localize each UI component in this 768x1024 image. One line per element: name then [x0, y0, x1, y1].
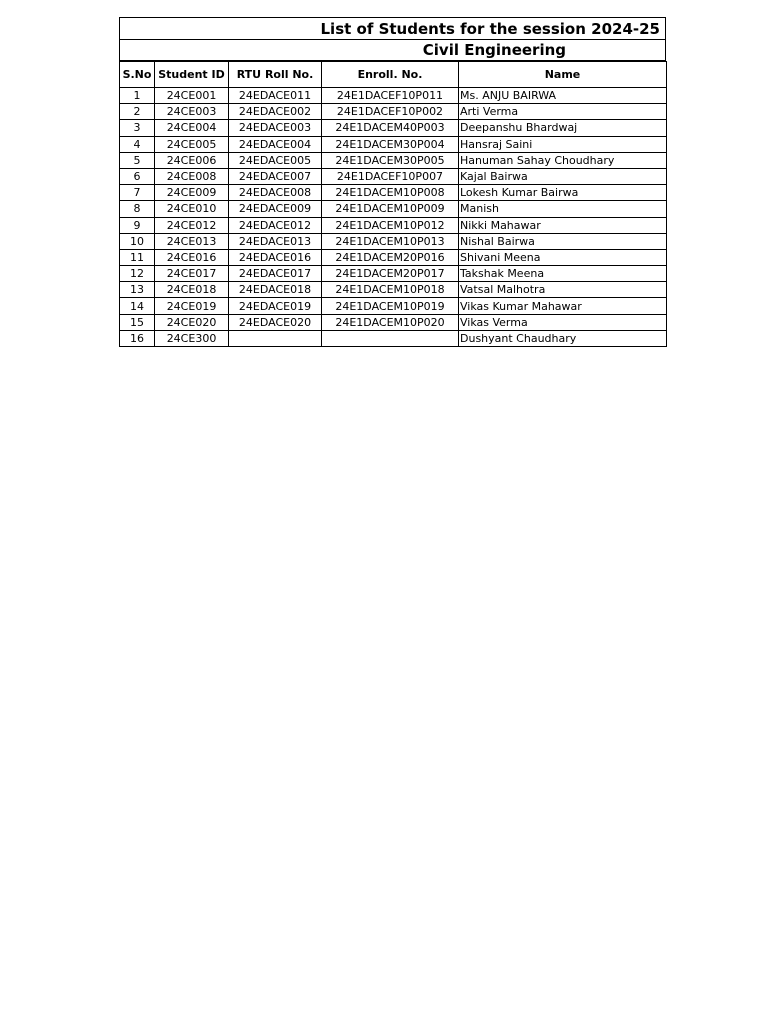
cell-name: Deepanshu Bhardwaj — [459, 120, 667, 136]
cell-student-id: 24CE001 — [155, 88, 229, 104]
cell-name: Manish — [459, 201, 667, 217]
cell-name: Hansraj Saini — [459, 136, 667, 152]
table-header-row — [120, 62, 667, 88]
cell-enroll-no: 24E1DACEM10P008 — [322, 185, 459, 201]
table-row — [120, 168, 667, 184]
cell-student-id: 24CE010 — [155, 201, 229, 217]
table-row — [120, 120, 667, 136]
cell-student-id: 24CE013 — [155, 233, 229, 249]
cell-sno: 5 — [120, 152, 155, 168]
cell-student-id: 24CE019 — [155, 298, 229, 314]
student-list-sheet — [119, 17, 666, 347]
cell-name: Takshak Meena — [459, 266, 667, 282]
cell-enroll-no — [322, 330, 459, 346]
cell-enroll-no: 24E1DACEM10P018 — [322, 282, 459, 298]
table-row — [120, 249, 667, 265]
cell-sno: 4 — [120, 136, 155, 152]
cell-student-id: 24CE004 — [155, 120, 229, 136]
cell-rtu-roll-no: 24EDACE018 — [229, 282, 322, 298]
cell-name: Hanuman Sahay Choudhary — [459, 152, 667, 168]
table-row — [120, 88, 667, 104]
cell-name: Vatsal Malhotra — [459, 282, 667, 298]
cell-enroll-no: 24E1DACEM20P016 — [322, 249, 459, 265]
cell-rtu-roll-no: 24EDACE004 — [229, 136, 322, 152]
cell-student-id: 24CE005 — [155, 136, 229, 152]
cell-enroll-no: 24E1DACEM20P017 — [322, 266, 459, 282]
cell-sno: 13 — [120, 282, 155, 298]
cell-name: Vikas Kumar Mahawar — [459, 298, 667, 314]
cell-student-id: 24CE008 — [155, 168, 229, 184]
cell-student-id: 24CE018 — [155, 282, 229, 298]
cell-sno: 11 — [120, 249, 155, 265]
cell-name: Dushyant Chaudhary — [459, 330, 667, 346]
cell-enroll-no: 24E1DACEM30P005 — [322, 152, 459, 168]
cell-rtu-roll-no: 24EDACE017 — [229, 266, 322, 282]
cell-name: Kajal Bairwa — [459, 168, 667, 184]
cell-name: Lokesh Kumar Bairwa — [459, 185, 667, 201]
table-row — [120, 314, 667, 330]
cell-rtu-roll-no: 24EDACE016 — [229, 249, 322, 265]
cell-sno: 10 — [120, 233, 155, 249]
table-row — [120, 266, 667, 282]
table-row — [120, 136, 667, 152]
cell-enroll-no: 24E1DACEM10P013 — [322, 233, 459, 249]
table-row — [120, 330, 667, 346]
cell-rtu-roll-no: 24EDACE007 — [229, 168, 322, 184]
cell-name: Nishal Bairwa — [459, 233, 667, 249]
table-row — [120, 201, 667, 217]
cell-rtu-roll-no: 24EDACE020 — [229, 314, 322, 330]
table-row — [120, 298, 667, 314]
cell-sno: 15 — [120, 314, 155, 330]
cell-sno: 16 — [120, 330, 155, 346]
cell-rtu-roll-no — [229, 330, 322, 346]
cell-sno: 7 — [120, 185, 155, 201]
cell-student-id: 24CE009 — [155, 185, 229, 201]
cell-enroll-no: 24E1DACEM10P020 — [322, 314, 459, 330]
cell-name: Vikas Verma — [459, 314, 667, 330]
cell-sno: 8 — [120, 201, 155, 217]
header-enroll-no: Enroll. No. — [322, 62, 459, 88]
cell-enroll-no: 24E1DACEM30P004 — [322, 136, 459, 152]
cell-sno: 3 — [120, 120, 155, 136]
cell-student-id: 24CE020 — [155, 314, 229, 330]
cell-student-id: 24CE300 — [155, 330, 229, 346]
header-sno: S.No — [120, 62, 155, 88]
cell-sno: 14 — [120, 298, 155, 314]
table-row — [120, 217, 667, 233]
cell-enroll-no: 24E1DACEF10P002 — [322, 104, 459, 120]
cell-student-id: 24CE017 — [155, 266, 229, 282]
cell-rtu-roll-no: 24EDACE012 — [229, 217, 322, 233]
document-title — [119, 17, 666, 39]
cell-student-id: 24CE003 — [155, 104, 229, 120]
student-table — [119, 61, 667, 347]
cell-name: Shivani Meena — [459, 249, 667, 265]
header-name: Name — [459, 62, 667, 88]
cell-rtu-roll-no: 24EDACE011 — [229, 88, 322, 104]
cell-sno: 12 — [120, 266, 155, 282]
cell-enroll-no: 24E1DACEM10P009 — [322, 201, 459, 217]
cell-rtu-roll-no: 24EDACE009 — [229, 201, 322, 217]
cell-enroll-no: 24E1DACEM40P003 — [322, 120, 459, 136]
cell-rtu-roll-no: 24EDACE019 — [229, 298, 322, 314]
cell-enroll-no: 24E1DACEF10P011 — [322, 88, 459, 104]
cell-rtu-roll-no: 24EDACE005 — [229, 152, 322, 168]
cell-sno: 9 — [120, 217, 155, 233]
table-row — [120, 185, 667, 201]
cell-enroll-no: 24E1DACEM10P019 — [322, 298, 459, 314]
document-title-text: List of Students for the session 2024-25 — [320, 19, 660, 38]
cell-name: Nikki Mahawar — [459, 217, 667, 233]
cell-sno: 2 — [120, 104, 155, 120]
cell-rtu-roll-no: 24EDACE013 — [229, 233, 322, 249]
department-subtitle — [119, 39, 666, 61]
table-row — [120, 282, 667, 298]
department-subtitle-text: Civil Engineering — [422, 41, 566, 59]
table-row — [120, 104, 667, 120]
cell-student-id: 24CE012 — [155, 217, 229, 233]
header-rtu-roll-no: RTU Roll No. — [229, 62, 322, 88]
cell-enroll-no: 24E1DACEF10P007 — [322, 168, 459, 184]
header-student-id: Student ID — [155, 62, 229, 88]
cell-name: Ms. ANJU BAIRWA — [459, 88, 667, 104]
cell-rtu-roll-no: 24EDACE002 — [229, 104, 322, 120]
cell-enroll-no: 24E1DACEM10P012 — [322, 217, 459, 233]
cell-student-id: 24CE016 — [155, 249, 229, 265]
cell-rtu-roll-no: 24EDACE008 — [229, 185, 322, 201]
table-row — [120, 233, 667, 249]
cell-rtu-roll-no: 24EDACE003 — [229, 120, 322, 136]
cell-sno: 6 — [120, 168, 155, 184]
cell-student-id: 24CE006 — [155, 152, 229, 168]
table-row — [120, 152, 667, 168]
cell-sno: 1 — [120, 88, 155, 104]
cell-name: Arti Verma — [459, 104, 667, 120]
